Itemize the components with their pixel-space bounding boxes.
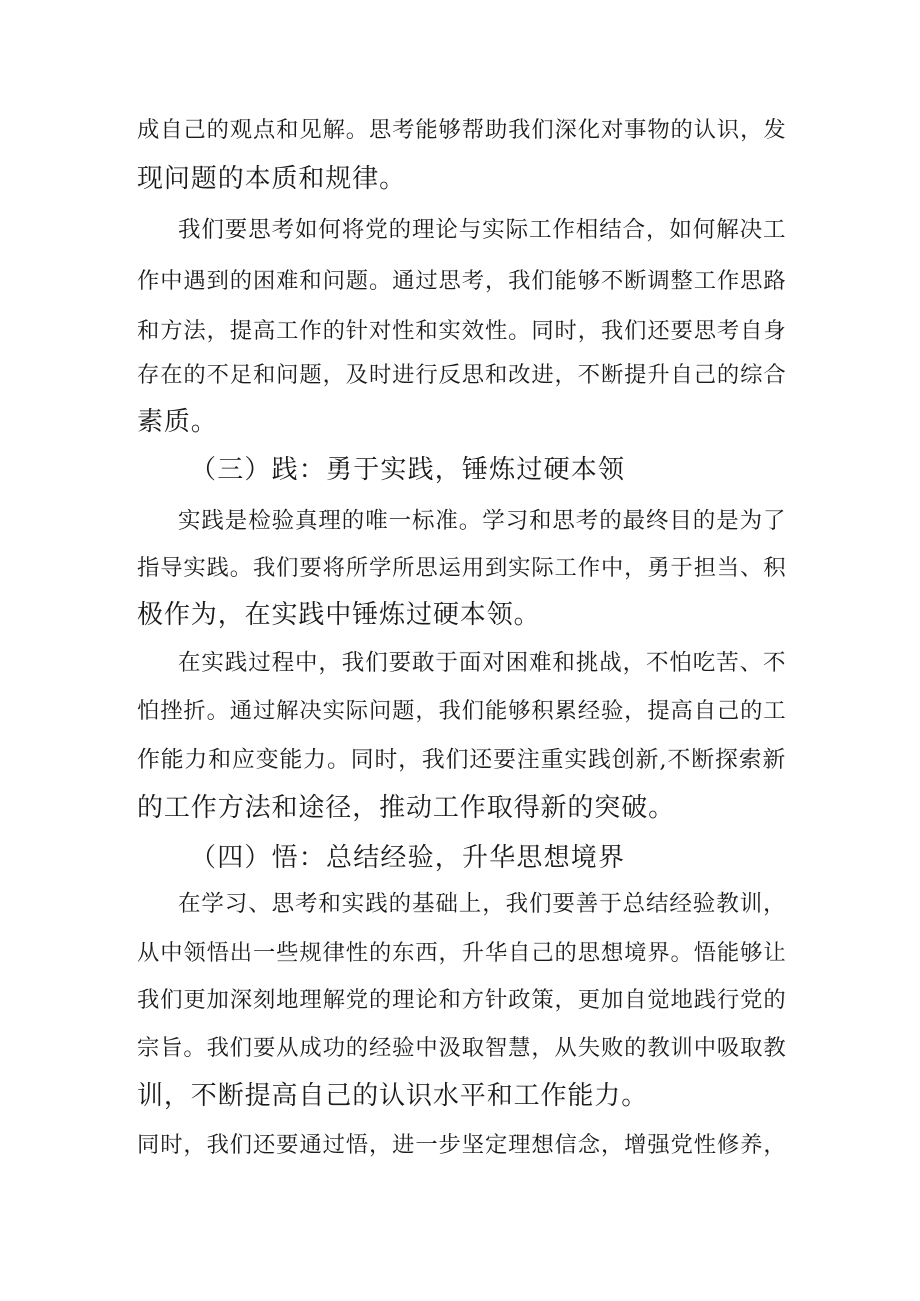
text-line: 我们更加深刻地理解党的理论和方针政策，更加自觉地践行党的 xyxy=(137,987,787,1013)
text-line: 存在的不足和问题，及时进行反思和改进，不断提升自己的综合 xyxy=(137,362,787,388)
text-line: 现问题的本质和规律。 xyxy=(137,164,407,194)
text-line: 训，不断提高自己的认识水平和工作能力。 xyxy=(137,1081,649,1111)
text-line: 极作为，在实践中锤炼过硬本领。 xyxy=(137,600,541,630)
text-line: 我们要思考如何将党的理论与实际工作相结合，如何解决工 xyxy=(178,217,787,243)
text-line: 和方法，提高工作的针对性和实效性。同时，我们还要思考自身 xyxy=(137,318,787,344)
text-line: 从中领悟出一些规律性的东西，升华自己的思想境界。悟能够让 xyxy=(137,940,787,966)
text-line: 成自己的观点和见解。思考能够帮助我们深化对事物的认识，发 xyxy=(137,117,787,143)
text-line: 同时，我们还要通过悟，进一步坚定理想信念，增强党性修养， xyxy=(137,1132,787,1158)
text-line: 作中遇到的困难和问题。通过思考，我们能够不断调整工作思路 xyxy=(137,268,787,294)
text-line: 在实践过程中，我们要敢于面对困难和挑战，不怕吃苦、不 xyxy=(178,650,787,676)
text-line: 宗旨。我们要从成功的经验中汲取智慧，从失败的教训中吸取教 xyxy=(137,1035,787,1061)
text-line: 作能力和应变能力。同时，我们还要注重实践创新,不断探索新 xyxy=(137,747,787,773)
text-line: 指导实践。我们要将所学所思运用到实际工作中，勇于担当、积 xyxy=(137,555,787,581)
section-heading: （四）悟：总结经验，升华思想境界 xyxy=(190,843,626,873)
text-line: 实践是检验真理的唯一标准。学习和思考的最终目的是为了 xyxy=(178,508,787,534)
text-line: 素质。 xyxy=(137,407,218,437)
text-line: 在学习、思考和实践的基础上，我们要善于总结经验教训， xyxy=(178,891,787,917)
text-line: 的工作方法和途径，推动工作取得新的突破。 xyxy=(137,793,676,823)
section-heading: （三）践：勇于实践，锤炼过硬本领 xyxy=(190,455,626,485)
text-line: 怕挫折。通过解决实际问题，我们能够积累经验，提高自己的工 xyxy=(137,698,787,724)
